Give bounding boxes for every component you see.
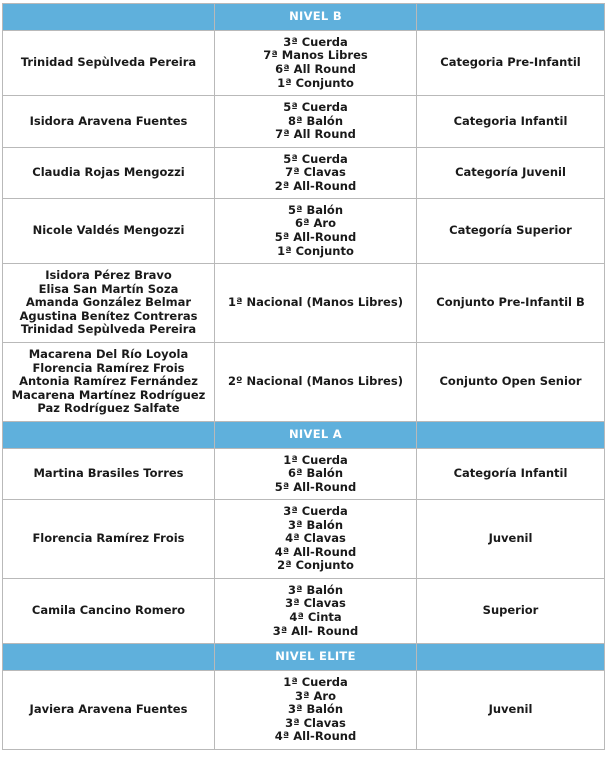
result-item: 1ª Cuerda bbox=[283, 452, 348, 467]
athlete-name: Camila Cancino Romero bbox=[31, 603, 186, 618]
section-header-right-cell bbox=[417, 422, 605, 449]
result-item: 6ª Aro bbox=[295, 216, 336, 231]
table-row bbox=[3, 343, 605, 422]
table-row bbox=[3, 264, 605, 343]
section-header-nivel-b bbox=[3, 4, 605, 31]
section-header-left-cell bbox=[3, 4, 215, 31]
athlete-names bbox=[3, 500, 215, 579]
result-item: 4ª All-Round bbox=[274, 544, 357, 559]
result-item: 5ª All-Round bbox=[274, 230, 357, 244]
result-item: 3ª Balón bbox=[287, 582, 344, 597]
athlete-name: Martina Brasiles Torres bbox=[33, 466, 184, 481]
result-item: 7ª Manos Libres bbox=[263, 48, 368, 63]
results-list bbox=[215, 671, 417, 750]
section-title: NIVEL ELITE bbox=[215, 644, 417, 671]
athlete-name: Florencia Ramírez Frois bbox=[32, 360, 185, 375]
results-list bbox=[215, 264, 417, 343]
result-item: 3ª Cuerda bbox=[283, 34, 348, 49]
athlete-name: Agustina Benítez Contreras bbox=[19, 308, 198, 323]
result-item: 4ª Cinta bbox=[289, 610, 342, 624]
result-item: 1ª Conjunto bbox=[277, 243, 354, 258]
category-label: Juvenil bbox=[417, 500, 605, 579]
results-list bbox=[215, 579, 417, 644]
result-item: 5ª All-Round bbox=[274, 479, 357, 494]
category-label: Categoria Pre-Infantil bbox=[417, 31, 605, 96]
table-row bbox=[3, 199, 605, 264]
section-header-left-cell bbox=[3, 644, 215, 671]
table-row bbox=[3, 500, 605, 579]
athlete-name: Trinidad Sepùlveda Pereira bbox=[20, 55, 197, 70]
section-header-right-cell bbox=[417, 644, 605, 671]
athlete-name: Antonia Ramírez Fernández bbox=[19, 374, 198, 389]
category-label: Juvenil bbox=[417, 671, 605, 750]
results-list bbox=[215, 31, 417, 96]
athlete-name: Javiera Aravena Fuentes bbox=[29, 702, 188, 717]
category-label: Conjunto Pre-Infantil B bbox=[417, 264, 605, 343]
table-row bbox=[3, 96, 605, 148]
result-item: 5ª Cuerda bbox=[283, 151, 348, 166]
athlete-name: Trinidad Sepùlveda Pereira bbox=[20, 322, 197, 337]
athlete-names bbox=[3, 449, 215, 500]
athlete-name: Claudia Rojas Mengozzi bbox=[32, 165, 185, 180]
athlete-name: Macarena Del Río Loyola bbox=[28, 347, 189, 362]
result-item: 7ª Clavas bbox=[285, 165, 346, 180]
result-item: 3ª Aro bbox=[295, 688, 336, 703]
category-label: Categoría Infantil bbox=[417, 449, 605, 500]
athlete-name: Amanda González Belmar bbox=[25, 295, 192, 310]
results-list bbox=[215, 199, 417, 264]
result-item: 2º Nacional (Manos Libres) bbox=[228, 374, 403, 389]
results-list bbox=[215, 96, 417, 148]
athlete-names bbox=[3, 31, 215, 96]
section-title: NIVEL A bbox=[215, 422, 417, 449]
results-list bbox=[215, 148, 417, 199]
results-table bbox=[2, 3, 605, 750]
athlete-name: Macarena Martínez Rodríguez bbox=[11, 387, 206, 402]
results-list bbox=[215, 449, 417, 500]
result-item: 2ª All-Round bbox=[274, 178, 357, 193]
result-item: 1ª Nacional (Manos Libres) bbox=[228, 295, 403, 310]
athlete-names bbox=[3, 199, 215, 264]
results-list bbox=[215, 500, 417, 579]
table-row bbox=[3, 31, 605, 96]
result-item: 8ª Balón bbox=[287, 113, 344, 128]
result-item: 6ª All Round bbox=[275, 62, 356, 76]
result-item: 3ª Balón bbox=[287, 702, 344, 717]
category-label: Superior bbox=[417, 579, 605, 644]
category-label: Categoría Juvenil bbox=[417, 148, 605, 199]
athlete-name: Florencia Ramírez Frois bbox=[32, 531, 185, 546]
athlete-name: Isidora Pérez Bravo bbox=[45, 268, 172, 283]
result-item: 5ª Cuerda bbox=[283, 100, 348, 115]
result-item: 1ª Cuerda bbox=[283, 675, 348, 690]
result-item: 2ª Conjunto bbox=[277, 558, 354, 573]
table-row bbox=[3, 671, 605, 750]
result-item: 1ª Conjunto bbox=[277, 75, 354, 90]
table-row bbox=[3, 579, 605, 644]
athlete-name: Elisa San Martín Soza bbox=[38, 281, 179, 296]
athlete-names bbox=[3, 148, 215, 199]
athlete-name: Nicole Valdés Mengozzi bbox=[32, 223, 185, 238]
athlete-name: Isidora Aravena Fuentes bbox=[29, 113, 188, 128]
table-row bbox=[3, 148, 605, 199]
results-list bbox=[215, 343, 417, 422]
result-item: 3ª Balón bbox=[287, 517, 344, 532]
result-item: 3ª Clavas bbox=[285, 596, 346, 611]
section-header-right-cell bbox=[417, 4, 605, 31]
result-item: 4ª Clavas bbox=[285, 531, 346, 546]
result-item: 3ª Clavas bbox=[285, 715, 346, 730]
result-item: 6ª Balón bbox=[287, 466, 344, 481]
result-item: 4ª All-Round bbox=[274, 729, 357, 744]
athlete-names bbox=[3, 671, 215, 750]
athlete-names bbox=[3, 579, 215, 644]
athlete-names bbox=[3, 343, 215, 422]
athlete-names bbox=[3, 264, 215, 343]
table-row bbox=[3, 449, 605, 500]
section-header-nivel-elite bbox=[3, 644, 605, 671]
athlete-names bbox=[3, 96, 215, 148]
category-label: Conjunto Open Senior bbox=[417, 343, 605, 422]
result-item: 5ª Balón bbox=[287, 202, 344, 217]
result-item: 3ª Cuerda bbox=[283, 504, 348, 519]
section-header-nivel-a bbox=[3, 422, 605, 449]
result-item: 3ª All- Round bbox=[272, 623, 359, 638]
section-header-left-cell bbox=[3, 422, 215, 449]
category-label: Categoría Superior bbox=[417, 199, 605, 264]
result-item: 7ª All Round bbox=[275, 127, 356, 142]
section-title: NIVEL B bbox=[215, 4, 417, 31]
athlete-name: Paz Rodríguez Salfate bbox=[37, 401, 180, 416]
category-label: Categoria Infantil bbox=[417, 96, 605, 148]
